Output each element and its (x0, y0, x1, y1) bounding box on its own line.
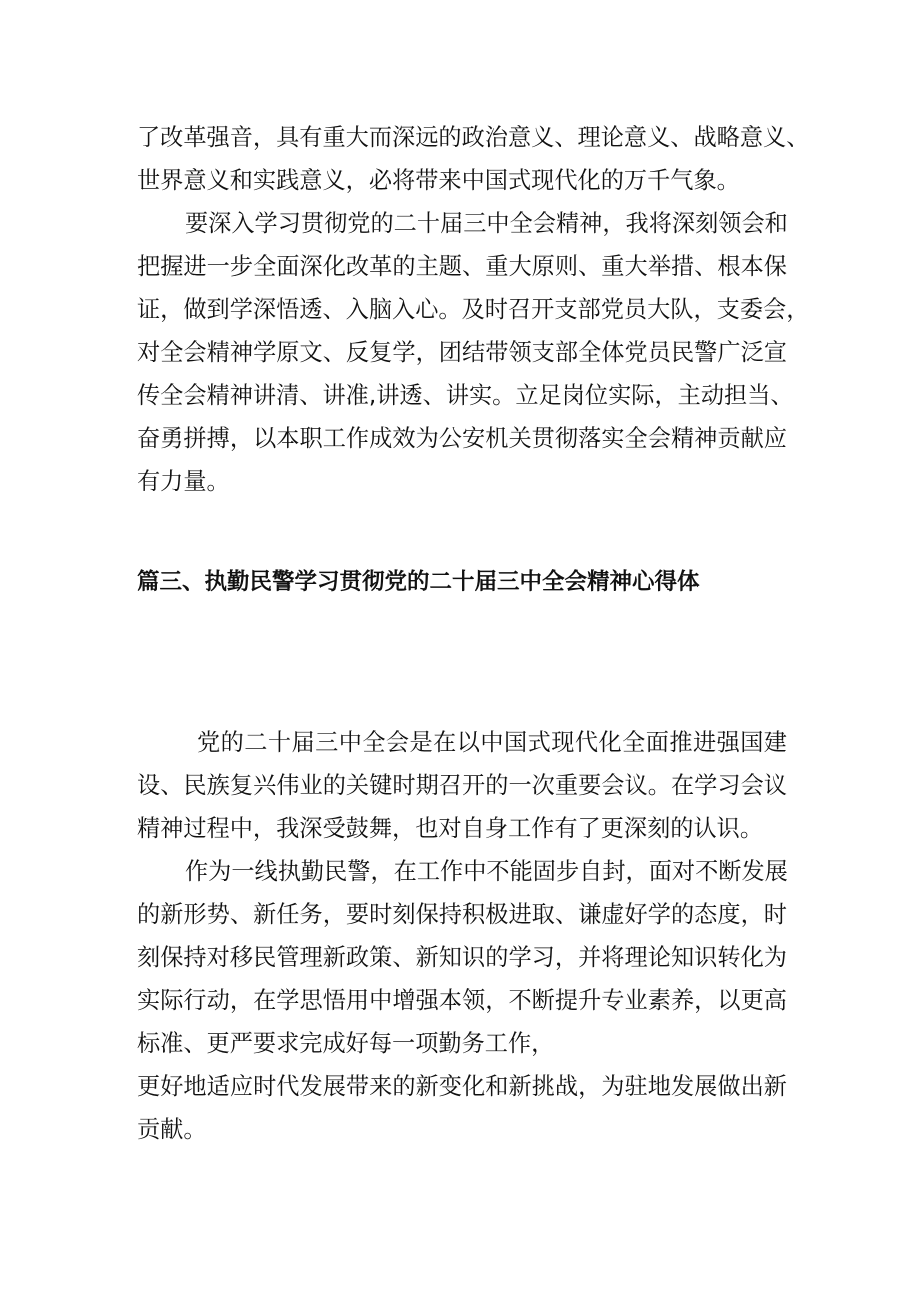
text-line: 传全会精神讲清、讲准,讲透、讲实。立足岗位实际，主动担当、 (137, 382, 794, 409)
text-line: 贡献。 (137, 1116, 207, 1143)
text-line: 实际行动，在学思悟用中增强本领，不断提升专业素养，以更高 (137, 987, 787, 1014)
text-line: 党的二十届三中全会是在以中国式现代化全面推进强国建 (197, 729, 787, 756)
text-line: 要深入学习贯彻党的二十届三中全会精神，我将深刻领会和 (185, 210, 788, 237)
text-line: 更好地适应时代发展带来的新变化和新挑战，为驻地发展做出新 (137, 1073, 787, 1100)
text-line: 的新形势、新任务，要时刻保持积极进取、谦虚好学的态度，时 (137, 901, 787, 928)
text-line: 对全会精神学原文、反复学，团结带领支部全体党员民警广泛宣 (137, 339, 787, 366)
text-line: 奋勇拼搏，以本职工作成效为公安机关贯彻落实全会精神贡献应 (137, 425, 787, 452)
text-line: 精神过程中，我深受鼓舞，也对自身工作有了更深刻的认识。 (137, 815, 764, 842)
text-line: 有力量。 (137, 468, 230, 495)
text-line: 作为一线执勤民警，在工作中不能固步自封，面对不断发展 (185, 858, 788, 885)
text-line: 标准、更严要求完成好每一项勤务工作， (137, 1030, 555, 1057)
text-line: 证，做到学深悟透、入脑入心。及时召开支部党员大队，支委会， (137, 296, 810, 323)
section-heading: 篇三、执勤民警学习贯彻党的二十届三中全会精神心得体 (137, 569, 700, 595)
text-line: 刻保持对移民管理新政策、新知识的学习，并将理论知识转化为 (137, 944, 787, 971)
text-line: 世界意义和实践意义，必将带来中国式现代化的万千气象。 (137, 167, 740, 194)
text-line: 把握进一步全面深化改革的主题、重大原则、重大举措、根本保 (137, 253, 787, 280)
text-line: 了改革强音，具有重大而深远的政治意义、理论意义、战略意义、 (137, 124, 810, 151)
text-line: 设、民族复兴伟业的关键时期召开的一次重要会议。在学习会议 (137, 772, 787, 799)
